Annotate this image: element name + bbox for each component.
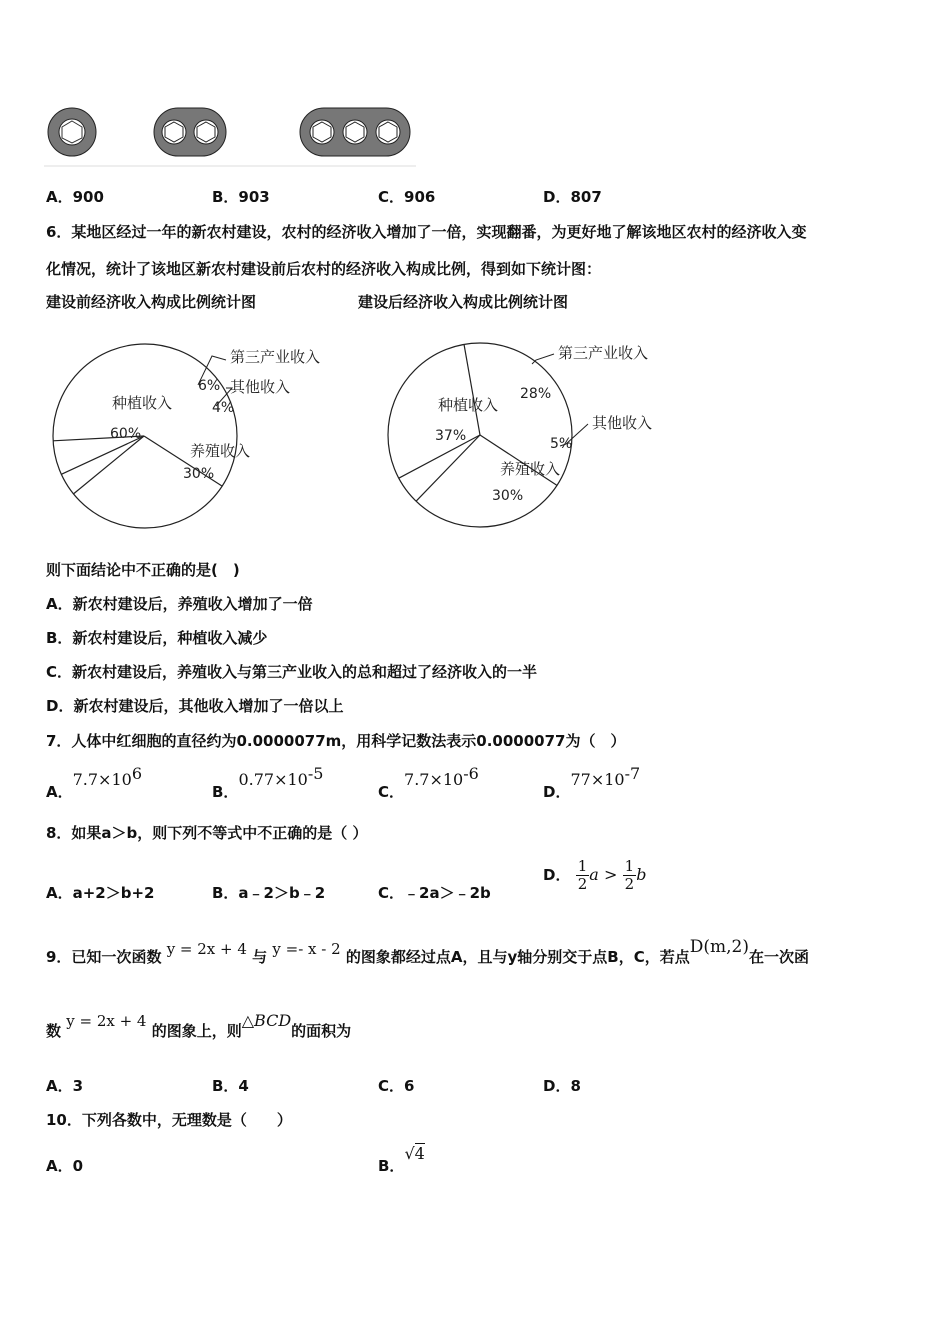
q5-option-a: A．900 (46, 188, 104, 206)
q10-option-a: A．0 (46, 1157, 84, 1175)
hexagon-pattern-figure (44, 100, 416, 168)
chart-title-after: 建设后经济收入构成比例统计图 (358, 293, 569, 311)
pie-value-label: 4% (212, 400, 235, 416)
q7-option-c: C．$7.7\times 10^{-6}$ (378, 764, 479, 801)
pattern-2 (154, 108, 226, 156)
pie-category-label: 种植收入 (438, 396, 499, 414)
q6-question: 则下面结论中不正确的是( ) (46, 561, 240, 579)
q6-stem-line1: 6．某地区经过一年的新农村建设，农村的经济收入增加了一倍，实现翻番，为更好地了解该地区农村的经济收入变 (46, 223, 807, 241)
q6-option-a: A．新农村建设后，养殖收入增加了一倍 (46, 595, 313, 613)
q9-option-c: C．6 (378, 1077, 415, 1095)
q8-option-b: B．a﹣2＞b﹣2 (212, 884, 326, 902)
q10-option-b: B．√4 (378, 1144, 425, 1175)
q9-line2: 数 y = 2x + 4 的图象上，则△BCD的面积为 (46, 1011, 352, 1040)
pie-value-label: 30% (492, 488, 524, 504)
q6-stem-line2: 化情况，统计了该地区新农村建设前后农村的经济收入构成比例，得到如下统计图： (46, 260, 602, 278)
q5-option-b: B．903 (212, 188, 270, 206)
q7-option-a: A．$7.7\times 10^6$ (46, 764, 143, 801)
pie-value-label: 60% (110, 426, 142, 442)
q9-option-b: B．4 (212, 1077, 249, 1095)
q7-option-b: B．$0.77\times 10^{-5}$ (212, 764, 324, 801)
sqrt-sign: √ (404, 1144, 415, 1163)
pie-value-label: 30% (183, 466, 215, 482)
chart-title-before: 建设前经济收入构成比例统计图 (46, 293, 257, 311)
pie-callout-label: 其他收入 (230, 378, 291, 396)
q9-option-d: D．8 (543, 1077, 581, 1095)
pie-chart-after (380, 330, 700, 540)
pie-callout-label: 其他收入 (592, 414, 653, 432)
q6-option-d: D．新农村建设后，其他收入增加了一倍以上 (46, 697, 344, 715)
pie-callout-label: 第三产业收入 (230, 348, 321, 366)
q9-line1: 9．已知一次函数 y = 2x + 4 与 y =- x - 2 的图象都经过点A，且与y轴分别交于点B，C，若点D(m,2)在一次函 (46, 937, 809, 966)
pie-category-label: 种植收入 (112, 394, 173, 412)
q8-option-d: D． $\frac{1}{2}$ a > $\frac{1}{2}$ b (543, 857, 647, 893)
q5-option-d: D．807 (543, 188, 602, 206)
q5-option-c: C．906 (378, 188, 436, 206)
pie-value-label: 6% (198, 378, 221, 394)
q8-stem: 8．如果a＞b，则下列不等式中不正确的是（ ） (46, 824, 368, 842)
pie-value-label: 5% (550, 436, 573, 452)
pattern-3 (300, 108, 410, 156)
q8-option-a: A．a+2＞b+2 (46, 884, 155, 902)
pie-value-label: 28% (520, 386, 552, 402)
q7-stem: 7．人体中红细胞的直径约为0.0000077m，用科学记数法表示0.0000077为（ ） (46, 732, 626, 750)
q10-stem: 10．下列各数中，无理数是（ ） (46, 1111, 292, 1129)
pie-callout-label: 第三产业收入 (558, 344, 649, 362)
q8-option-c: C．﹣2a＞﹣2b (378, 884, 491, 902)
q7-option-d: D．$77\times 10^{-7}$ (543, 764, 641, 801)
pie-category-label: 养殖收入 (500, 460, 561, 478)
q6-option-c: C．新农村建设后，养殖收入与第三产业收入的总和超过了经济收入的一半 (46, 663, 538, 681)
pie-chart-before (40, 330, 360, 540)
q6-option-b: B．新农村建设后，种植收入减少 (46, 629, 268, 647)
pie-category-label: 养殖收入 (190, 442, 251, 460)
pattern-1 (48, 108, 96, 156)
q9-option-a: A．3 (46, 1077, 84, 1095)
pie-value-label: 37% (435, 428, 467, 444)
